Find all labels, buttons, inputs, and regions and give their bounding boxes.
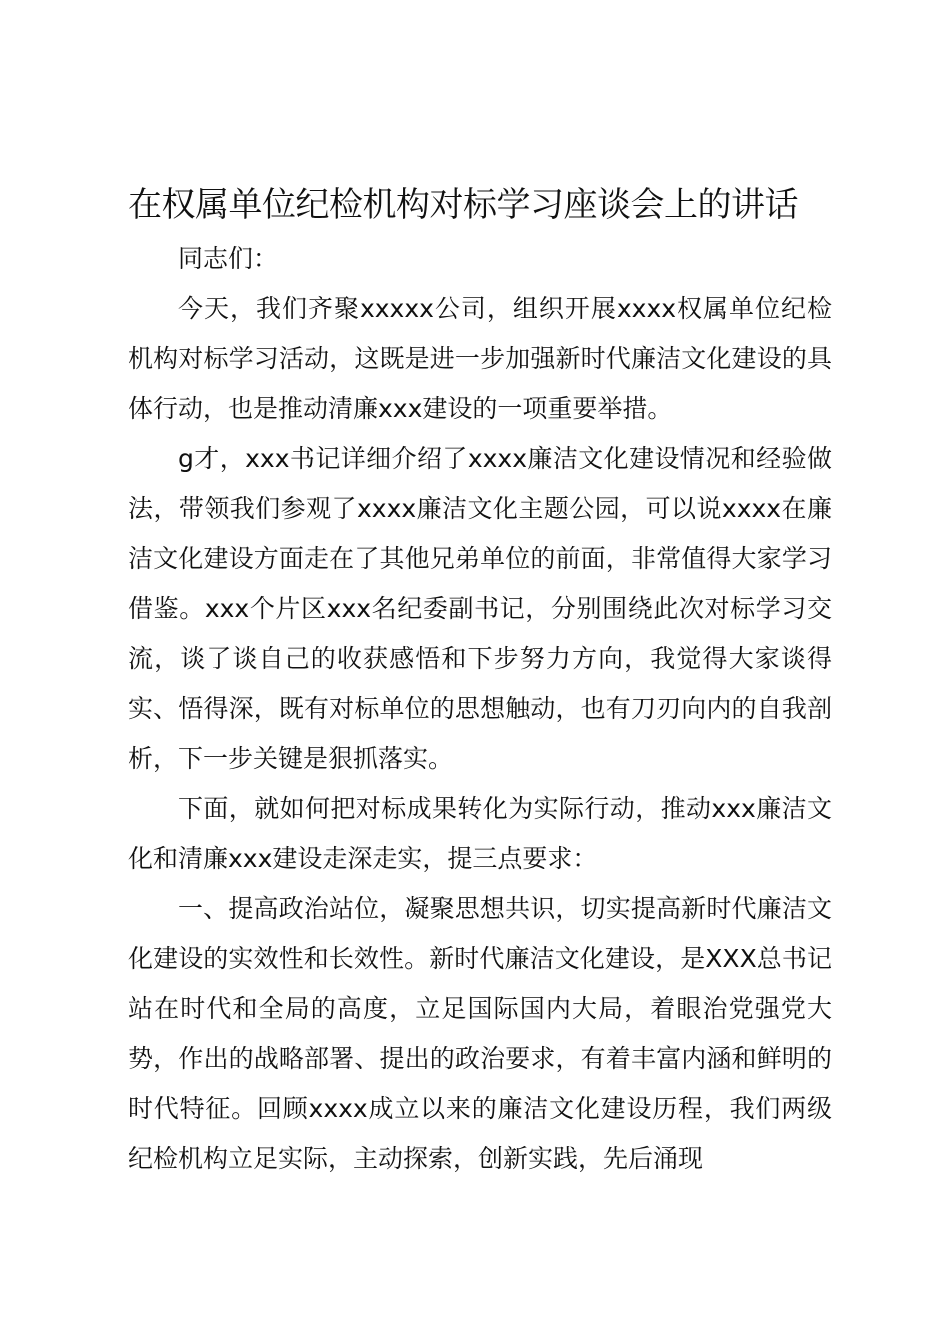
paragraph-requirements-intro: 下面，就如何把对标成果转化为实际行动，推动xxx廉洁文化和清廉xxx建设走深走实，提三点要求： [128,794,832,873]
paragraph-point-one: 一、提高政治站位，凝聚思想共识，切实提高新时代廉洁文化建设的实效性和长效性。新时代廉洁文化建设，是XXX总书记站在时代和全局的高度，立足国际国内大局，着眼治党强党大势，作出的战略部署、提出的政治要求，有着丰富内涵和鲜明的时代特征。回顾xxxx成立以来的廉洁文化建设历程，我们两级纪检机构立足实际，主动探索，创新实践，先后涌现 [128,894,832,1173]
document-body [128,176,832,1184]
greeting: 同志们： [178,244,279,273]
paragraph-opening: 今天，我们齐聚xxxxx公司，组织开展xxxx权属单位纪检机构对标学习活动，这既是进一步加强新时代廉洁文化建设的具体行动，也是推动清廉xxx建设的一项重要举措。 [128,294,832,423]
paragraph-review: g才，xxx书记详细介绍了xxxx廉洁文化建设情况和经验做法，带领我们参观了xxxx廉洁文化主题公园，可以说xxxx在廉洁文化建设方面走在了其他兄弟单位的前面，非常值得大家学习借鉴。xxx个片区xxx名纪委副书记，分别围绕此次对标学习交流，谈了谈自己的收获感悟和下步努力方向，我觉得大家谈得实、悟得深，既有对标单位的思想触动，也有刀刃向内的自我剖析，下一步关键是狠抓落实。 [128,444,832,773]
document-title: 在权属单位纪检机构对标学习座谈会上的讲话 [128,185,798,225]
